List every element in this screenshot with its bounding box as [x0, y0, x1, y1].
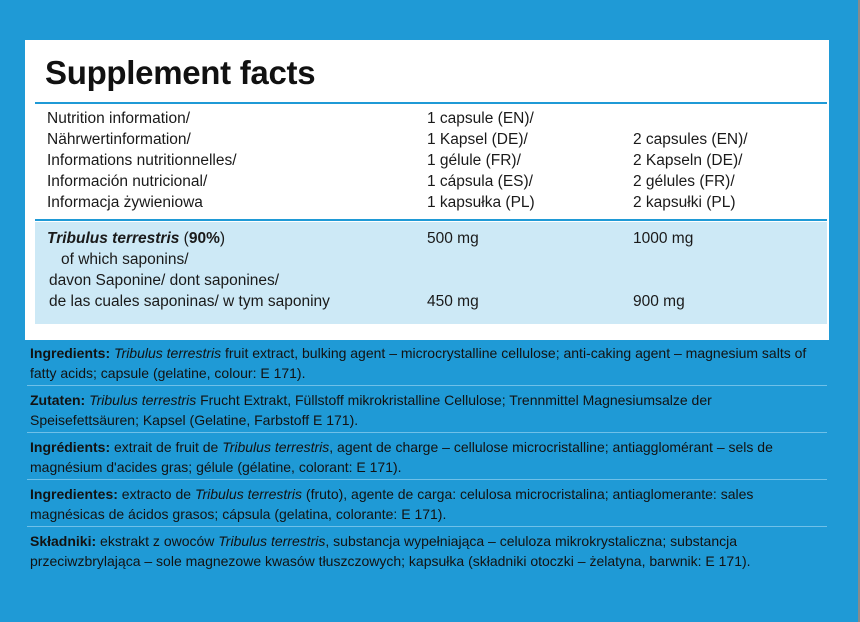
- amount-two-capsules: 1000 mg: [633, 230, 694, 247]
- one-capsule-label: 1 cápsula (ES)/: [427, 173, 533, 190]
- saponins-label: davon Saponine/ dont saponines/: [49, 272, 280, 289]
- two-capsules-label: 2 Kapseln (DE)/: [633, 152, 743, 169]
- two-capsules-label: 2 gélules (FR)/: [633, 173, 735, 190]
- ingredients-en: Ingredients: Tribulus terrestris fruit extract, bulking agent – microcrystalline cellulose; anti-caking agent – magnesium salts of fatty acids; capsule (gelatine, colour: E 171).: [30, 345, 807, 381]
- ingredient-name: Tribulus terrestris: [47, 230, 180, 247]
- ingredients-label: Zutaten:: [30, 392, 86, 408]
- ingredients-divider: [27, 526, 827, 527]
- one-capsule-label: 1 gélule (FR)/: [427, 152, 521, 169]
- one-capsule-label: 1 kapsułka (PL): [427, 194, 535, 211]
- nutrition-label: Información nutricional/: [47, 173, 208, 190]
- nutrition-label: Informations nutritionnelles/: [47, 152, 237, 169]
- ingredients-fr: Ingrédients: extrait de fruit de Tribulus terrestris, agent de charge – cellulose microcristalline; antiagglomérant – sels de magnésium d'acides gras; gélule (gélatine, colorant: E 171).: [30, 439, 773, 475]
- saponins-one-capsule: 450 mg: [427, 293, 479, 310]
- title-divider: [35, 102, 827, 104]
- saponins-label: of which saponins/: [61, 251, 189, 268]
- ingredients-divider: [27, 385, 827, 386]
- two-capsules-amounts: [633, 228, 693, 312]
- active-ingredient-name: Tribulus terrestris (90%): [47, 230, 226, 247]
- nutrition-label: Nutrition information/: [47, 110, 191, 127]
- ingredients-pl: Składniki: ekstrakt z owoców Tribulus terrestris, substancja wypełniająca – celuloza mikrokrystaliczna; substancja przeciwzbrylająca – sole magnezowe kwasów tłuszczowych; kapsułka (składniki otoczki – żelatyna, barwnik: E 171).: [30, 533, 751, 569]
- nutrition-label-column: [47, 108, 237, 213]
- ingredients-de: Zutaten: Tribulus terrestris Frucht Extrakt, Füllstoff mikrokristalline Cellulose; Trennmittel Magnesiumsalze der Speisefettsäuren; Kapsel (Gelatine, Farbstoff E 171).: [30, 392, 712, 428]
- one-capsule-label: 1 capsule (EN)/: [427, 110, 534, 127]
- ingredients-divider: [27, 479, 827, 480]
- ingredients-es: Ingredientes: extracto de Tribulus terrestris (fruto), agente de carga: celulosa microcristalina; antiaglomerante: sales magnésicas de ácidos grasos; cápsula (gelatina, colorante: E 171).: [30, 486, 754, 522]
- nutrition-label: Informacja żywieniowa: [47, 194, 203, 211]
- active-ingredient-label-column: [47, 228, 330, 312]
- ingredients-label: Ingrédients:: [30, 439, 111, 455]
- saponins-label: de las cuales saponinas/ w tym saponiny: [49, 293, 330, 310]
- active-ingredient-row: [35, 222, 827, 324]
- ingredients-label: Składniki:: [30, 533, 97, 549]
- ingredients-label: Ingredients:: [30, 345, 111, 361]
- one-capsule-column: [427, 108, 535, 213]
- ingredients-label: Ingredientes:: [30, 486, 118, 502]
- two-capsules-label: 2 capsules (EN)/: [633, 131, 748, 148]
- amount-one-capsule: 500 mg: [427, 230, 479, 247]
- two-capsules-column: [633, 108, 748, 213]
- saponins-two-capsules: 900 mg: [633, 293, 685, 310]
- supplement-facts-panel: [27, 42, 827, 338]
- ingredients-divider: [27, 432, 827, 433]
- nutrition-header-row: [27, 108, 827, 216]
- one-capsule-amounts: [427, 228, 479, 312]
- panel-title: Supplement facts: [45, 54, 316, 91]
- nutrition-label: Nährwertinformation/: [47, 131, 191, 148]
- two-capsules-label: 2 kapsułki (PL): [633, 194, 736, 211]
- ingredient-percent: 90%: [188, 230, 220, 247]
- header-divider: [35, 219, 827, 221]
- one-capsule-label: 1 Kapsel (DE)/: [427, 131, 528, 148]
